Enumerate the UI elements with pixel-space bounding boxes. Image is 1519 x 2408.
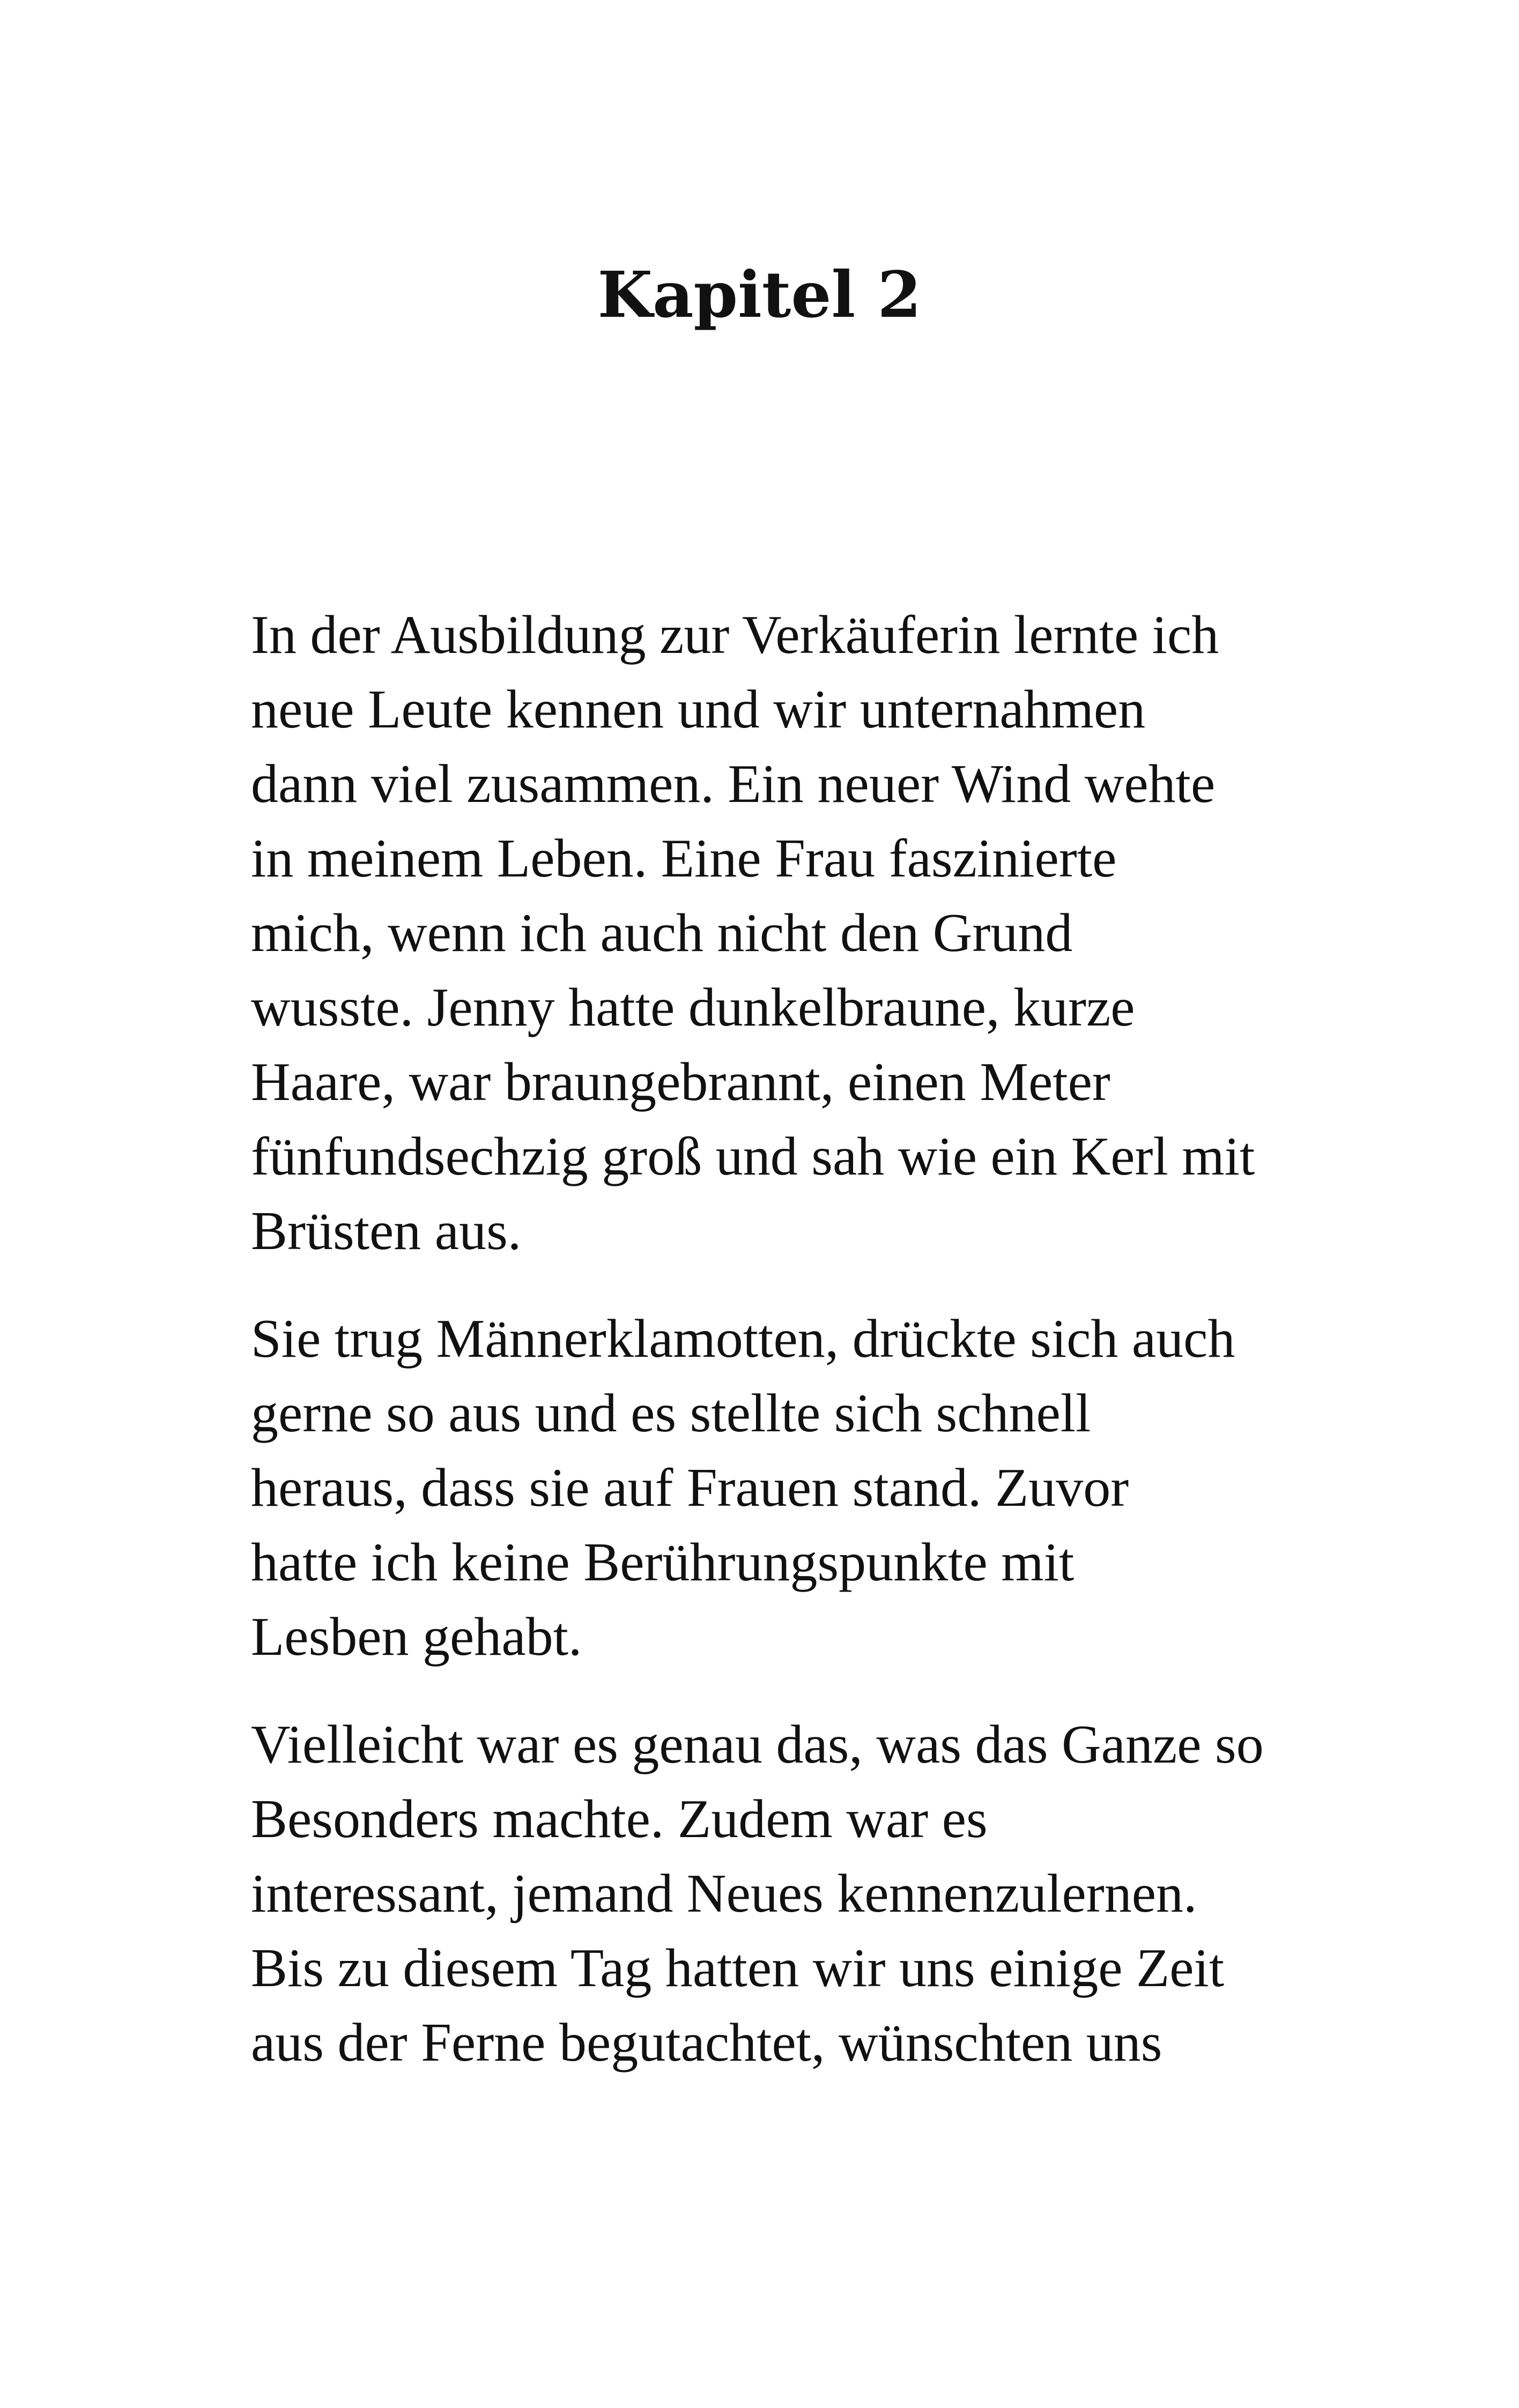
paragraph-3: [251, 1707, 1355, 2080]
text-line: interessant, jemand Neues kennenzulernen.: [251, 1863, 1197, 1924]
text-line: fünfundsechzig groß und sah wie ein Kerl mit: [251, 1126, 1255, 1187]
text-line: gerne so aus und es stellte sich schnell: [251, 1383, 1091, 1444]
paragraph-1: [251, 598, 1355, 1268]
chapter-body: [251, 598, 1355, 2113]
text-line: wusste. Jenny hatte dunkelbraune, kurze: [251, 977, 1135, 1038]
chapter-title: Kapitel 2: [597, 257, 922, 332]
text-line: Bis zu diesem Tag hatten wir uns einige Zeit: [251, 1938, 1225, 1998]
text-line: neue Leute kennen und wir unternahmen: [251, 679, 1146, 740]
text-line: Lesben gehabt.: [251, 1607, 582, 1667]
text-line: In der Ausbildung zur Verkäuferin lernte ich: [251, 605, 1219, 665]
text-line: dann viel zusammen. Ein neuer Wind wehte: [251, 754, 1216, 814]
text-line: hatte ich keine Berührungspunkte mit: [251, 1532, 1075, 1593]
text-line: in meinem Leben. Eine Frau faszinierte: [251, 828, 1117, 889]
text-line: Haare, war braungebrannt, einen Meter: [251, 1052, 1110, 1112]
text-line: Brüsten aus.: [251, 1201, 522, 1261]
text-line: mich, wenn ich auch nicht den Grund: [251, 903, 1073, 963]
text-line: aus der Ferne begutachtet, wünschten uns: [251, 2012, 1162, 2073]
text-line: Besonders machte. Zudem war es: [251, 1789, 988, 1849]
text-line: Sie trug Männerklamotten, drückte sich auch: [251, 1309, 1235, 1369]
paragraph-2: [251, 1302, 1355, 1674]
text-line: heraus, dass sie auf Frauen stand. Zuvor: [251, 1458, 1129, 1518]
text-line: Vielleicht war es genau das, was das Ganze so: [251, 1714, 1264, 1775]
